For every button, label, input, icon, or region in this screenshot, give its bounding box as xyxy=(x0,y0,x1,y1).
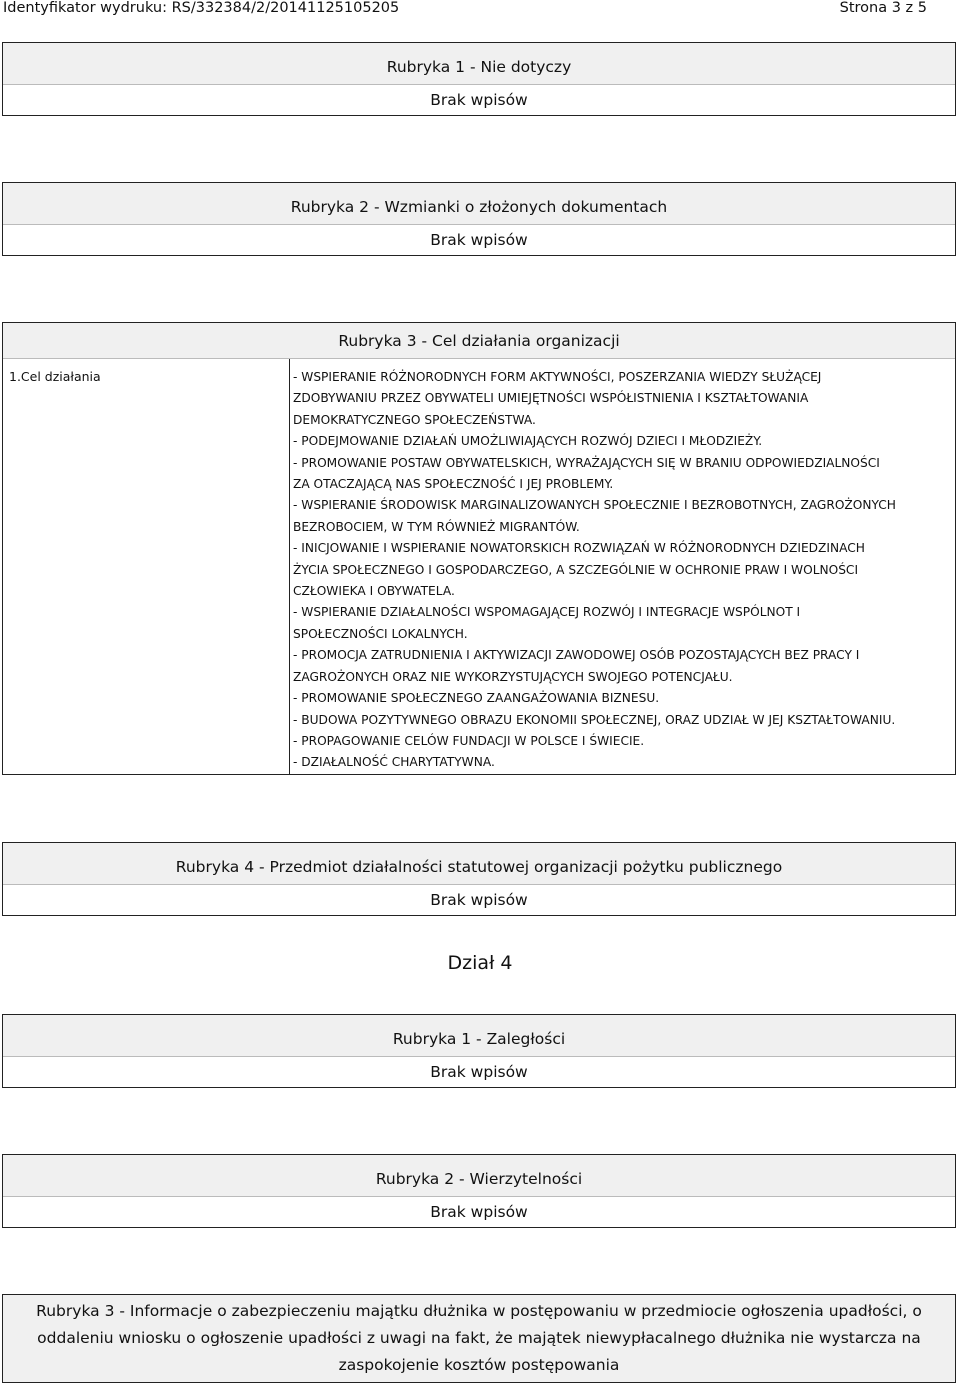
goal-line: - PROMOCJA ZATRUDNIENIA I AKTYWIZACJI ZAWODOWEJ OSÓB POZOSTAJĄCYCH BEZ PRACY I xyxy=(293,648,860,663)
section-title: Rubryka 1 - Nie dotyczy xyxy=(3,43,955,85)
section-content: Brak wpisów xyxy=(3,85,955,115)
section-content: Brak wpisów xyxy=(3,1197,955,1227)
goal-line: - WSPIERANIE DZIAŁALNOŚCI WSPOMAGAJĄCEJ ROZWÓJ I INTEGRACJE WSPÓLNOT I xyxy=(293,605,801,620)
section-title: Rubryka 4 - Przedmiot działalności statutowej organizacji pożytku publicznego xyxy=(3,843,955,885)
goal-line: - PROPAGOWANIE CELÓW FUNDACJI W POLSCE I ŚWIECIE. xyxy=(293,733,645,748)
goal-line: ZAGROŻONYCH ORAZ NIE WYKORZYSTUJĄCYCH SWOJEGO POTENCJAŁU. xyxy=(293,669,733,684)
section-rubryka-3 xyxy=(2,322,956,775)
section-content: Brak wpisów xyxy=(3,225,955,255)
goal-line: - INICJOWANIE I WSPIERANIE NOWATORSKICH ROZWIĄZAŃ W RÓŻNORODNYCH DZIEDZINACH xyxy=(293,541,865,556)
field-label: 1.Cel działania xyxy=(3,359,290,774)
goal-line: - BUDOWA POZYTYWNEGO OBRAZU EKONOMII SPOŁECZNEJ, ORAZ UDZIAŁ W JEJ KSZTAŁTOWANIU. xyxy=(293,712,896,727)
goal-line: - WSPIERANIE ŚRODOWISK MARGINALIZOWANYCH SPOŁECZNIE I BEZROBOTNYCH, ZAGROŻONYCH xyxy=(293,498,896,513)
section-d4-rubryka-2 xyxy=(2,1154,956,1228)
goal-line: - PROMOWANIE SPOŁECZNEGO ZAANGAŻOWANIA BIZNESU. xyxy=(293,691,660,706)
goal-line: DEMOKRATYCZNEGO SPOŁECZEŃSTWA. xyxy=(293,412,536,427)
print-header xyxy=(0,0,960,22)
goal-line: - PROMOWANIE POSTAW OBYWATELSKICH, WYRAŻAJĄCYCH SIĘ W BRANIU ODPOWIEDZIALNOŚCI xyxy=(293,455,880,470)
section-title: Rubryka 1 - Zaległości xyxy=(3,1015,955,1057)
field-value xyxy=(291,359,955,774)
goal-line: BEZROBOCIEM, W TYM RÓWNIEŻ MIGRANTÓW. xyxy=(293,519,580,534)
goal-line: ZA OTACZAJĄCĄ NAS SPOŁECZNOŚĆ I JEJ PROBLEMY. xyxy=(293,477,614,492)
section-title: Rubryka 3 - Informacje o zabezpieczeniu majątku dłużnika w postępowaniu w przedmiocie ogłoszenia upadłości, o oddaleniu wniosku o ogłoszenie upadłości z uwagi na fakt, że majątek niewypłacalnego dłużnika nie wystarcza na zaspokojenie kosztów postępowania xyxy=(3,1295,955,1382)
goal-line: - WSPIERANIE RÓŻNORODNYCH FORM AKTYWNOŚCI, POSZERZANIA WIEDZY SŁUŻĄCEJ xyxy=(293,370,822,384)
section-content: Brak wpisów xyxy=(3,1057,955,1087)
section-rubryka-4 xyxy=(2,842,956,916)
goal-line: ŻYCIA SPOŁECZNEGO I GOSPODARCZEGO, A SZCZEGÓLNIE W OCHRONIE PRAW I WOLNOŚCI xyxy=(293,562,859,577)
page-number: Strona 3 z 5 xyxy=(839,0,927,16)
goal-line: CZŁOWIEKA I OBYWATELA. xyxy=(293,584,455,599)
goal-line: - PODEJMOWANIE DZIAŁAŃ UMOŻLIWIAJĄCYCH ROZWÓJ DZIECI I MŁODZIEŻY. xyxy=(293,434,763,449)
section-title: Rubryka 2 - Wzmianki o złożonych dokumentach xyxy=(3,183,955,225)
section-d4-rubryka-1 xyxy=(2,1014,956,1088)
section-rubryka-1 xyxy=(2,42,956,116)
section-d4-rubryka-3 xyxy=(2,1294,956,1383)
print-identifier: Identyfikator wydruku: RS/332384/2/20141125105205 xyxy=(3,0,400,16)
goal-line: ZDOBYWANIU PRZEZ OBYWATELI UMIEJĘTNOŚCI WSPÓŁISTNIENIA I KSZTAŁTOWANIA xyxy=(293,391,809,406)
goal-line: SPOŁECZNOŚCI LOKALNYCH. xyxy=(293,626,468,641)
section-content: Brak wpisów xyxy=(3,885,955,915)
section-title: Rubryka 2 - Wierzytelności xyxy=(3,1155,955,1197)
division-heading: Dział 4 xyxy=(447,952,513,974)
section-rubryka-2 xyxy=(2,182,956,256)
goal-line: - DZIAŁALNOŚĆ CHARYTATYWNA. xyxy=(293,755,495,770)
section-title: Rubryka 3 - Cel działania organizacji xyxy=(3,323,955,359)
